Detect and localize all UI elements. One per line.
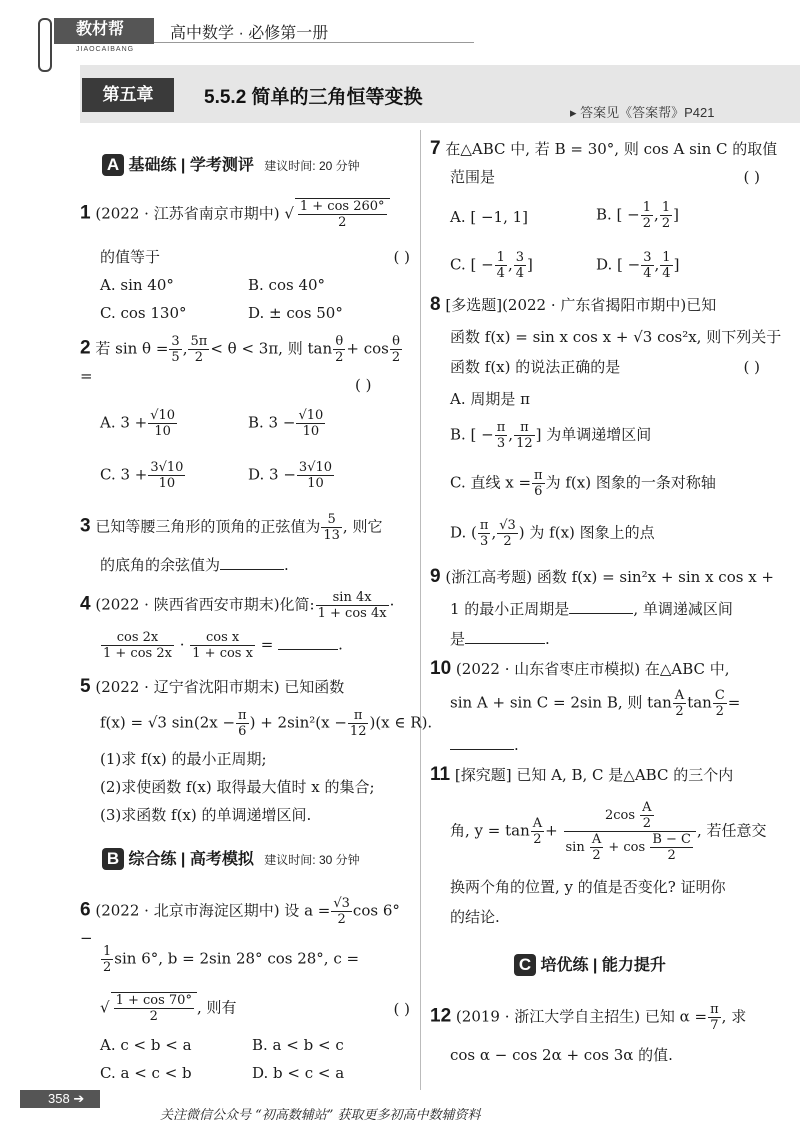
question-11-line4: 的结论. bbox=[450, 908, 500, 926]
page-number: 358 ➔ bbox=[20, 1090, 100, 1108]
footer-note: 关注微信公众号 “初高数辅站” 获取更多初高中数辅资料 bbox=[160, 1108, 481, 1123]
question-10-line2: sin A + sin C = 2sin B, 则 tan $\frac{A}{2}$ tan $\frac{C}{2}$ = bbox=[450, 688, 741, 719]
q8-option-c: C. 直线 x = $\frac{\pi}{6}$ 为 f(x) 图象的一条对称轴 bbox=[450, 468, 716, 499]
question-9: 9 (浙江高考题) 函数 f(x) = sin²x + sin x cos x + bbox=[430, 566, 774, 587]
question-11: 11 [探究题] 已知 A, B, C 是△ABC 的三个内 bbox=[430, 764, 734, 785]
section-title: 5.5.2 简单的三角恒等变换 bbox=[204, 87, 423, 108]
section-a-badge: A bbox=[102, 154, 124, 176]
section-a-heading: A 基础练 | 学考测评 建议时间: 20 分钟 bbox=[102, 152, 360, 176]
q2-option-a: A. 3 + $\frac{√10}{10}$ bbox=[100, 408, 176, 439]
header-rule bbox=[154, 42, 474, 43]
question-10-line3: . bbox=[450, 734, 519, 756]
question-12-line2: cos α − cos 2α + cos 3α 的值. bbox=[450, 1046, 673, 1064]
question-7: 7 在△ABC 中, 若 B = 30°, 则 cos A sin C 的取值 bbox=[430, 138, 778, 159]
question-1: 1 (2022 · 江苏省南京市期中) √ $\frac{1 + \cos 260^\circ}{2}$ bbox=[80, 198, 410, 230]
chapter-label: 第五章 bbox=[82, 78, 174, 112]
q2-option-d: D. 3 − $\frac{3√10}{10}$ bbox=[248, 460, 333, 491]
section-c-badge: C bbox=[514, 954, 536, 976]
brand-label: 教材帮 bbox=[54, 18, 154, 44]
question-9-line3: 是 . bbox=[450, 630, 550, 648]
header-bar bbox=[50, 18, 470, 53]
answer-reference: ▸ 答案见《答案帮》P421 bbox=[570, 105, 715, 120]
q7-option-a: A. [ −1, 1] bbox=[450, 208, 529, 226]
q8-option-a: A. 周期是 π bbox=[450, 390, 530, 408]
q1-option-a: A. sin 40° bbox=[100, 276, 174, 294]
q6-option-b: B. a < b < c bbox=[252, 1036, 344, 1054]
column-divider bbox=[420, 130, 421, 1090]
question-5-formula: f(x) = √3 sin(2x − $\frac{\pi}{6}$ ) + 2sin²(x − $\frac{\pi}{12}$ )(x ∈ R). bbox=[100, 708, 433, 739]
q5-sub-1: (1)求 f(x) 的最小正周期; bbox=[100, 750, 267, 768]
question-2: 2 若 sin θ = $\frac{3}{5}$ , $\frac{5\pi}{2}$ < θ < 3π, 则 tan $\frac{\theta}{2}$ + cos $\frac{\theta}{2}$ = bbox=[80, 334, 401, 385]
q2-option-b: B. 3 − $\frac{√10}{10}$ bbox=[248, 408, 324, 439]
brand-pinyin: JIAOCAIBANG bbox=[76, 46, 135, 53]
question-11-formula: 角, y = tan $\frac{A}{2}$ + 2cos $\frac{A}{2}$ sin $\frac{A}{2}$ + cos $\frac{B - C}{2}$ , 若任意交 bbox=[450, 800, 767, 863]
q3-answer-blank[interactable] bbox=[220, 569, 284, 570]
q9-interval-blank[interactable] bbox=[465, 643, 545, 644]
q8-option-b: B. [ − $\frac{\pi}{3}$ , $\frac{\pi}{12}$ ] 为单调递增区间 bbox=[450, 420, 652, 451]
question-6: 6 (2022 · 北京市海淀区期中) 设 a = $\frac{√3}{2}$ cos 6° − bbox=[80, 896, 400, 947]
q6-option-d: D. b < c < a bbox=[252, 1064, 345, 1082]
q1-option-d: D. ± cos 50° bbox=[248, 304, 343, 322]
q5-sub-3: (3)求函数 f(x) 的单调递增区间. bbox=[100, 806, 312, 824]
question-3: 3 已知等腰三角形的顶角的正弦值为 $\frac{5}{13}$ , 则它 bbox=[80, 512, 383, 543]
question-4: 4 (2022 · 陕西省西安市期末)化简: $\frac{\sin 4x}{1 + \cos 4x}$ · bbox=[80, 590, 395, 621]
question-11-line3: 换两个角的位置, y 的值是否变化? 证明你 bbox=[450, 878, 726, 896]
question-9-line2: 1 的最小正周期是 , 单调递减区间 bbox=[450, 600, 733, 618]
q9-period-blank[interactable] bbox=[569, 613, 633, 614]
question-6-line2: $\frac{1}{2}$ sin 6°, b = 2sin 28° cos 28°, c = bbox=[103, 944, 360, 975]
q1-option-b: B. cos 40° bbox=[248, 276, 326, 294]
question-3-line2: 的底角的余弦值为 . bbox=[100, 556, 289, 574]
question-6-line3: √ $\frac{1 + \cos 70^\circ}{2}$ , 则有 ( ) bbox=[100, 993, 410, 1024]
book-title: 高中数学 · 必修第一册 bbox=[170, 25, 329, 42]
question-10: 10 (2022 · 山东省枣庄市模拟) 在△ABC 中, bbox=[430, 658, 730, 679]
q5-sub-2: (2)求使函数 f(x) 取得最大值时 x 的集合; bbox=[100, 778, 375, 796]
q7-option-c: C. [ − $\frac{1}{4}$ , $\frac{3}{4}$ ] bbox=[450, 250, 533, 281]
question-8: 8 [多选题](2022 · 广东省揭阳市期中)已知 bbox=[430, 294, 717, 315]
q7-option-b: B. [ − $\frac{1}{2}$ , $\frac{1}{2}$ ] bbox=[596, 200, 679, 231]
question-7-line2: 范围是 ( ) bbox=[450, 168, 760, 186]
question-12: 12 (2019 · 浙江大学自主招生) 已知 α = $\frac{\pi}{7}$ , 求 bbox=[430, 1002, 747, 1033]
q4-answer-blank[interactable] bbox=[278, 649, 338, 650]
q6-option-c: C. a < c < b bbox=[100, 1064, 192, 1082]
q8-option-d: D. ( $\frac{\pi}{3}$ , $\frac{√3}{2}$ ) 为 f(x) 图象上的点 bbox=[450, 518, 655, 549]
bookmark-icon bbox=[38, 18, 52, 72]
question-8-line2: 函数 f(x) = sin x cos x + √3 cos²x, 则下列关于 bbox=[450, 328, 782, 346]
q1-option-c: C. cos 130° bbox=[100, 304, 187, 322]
question-1-stem: 的值等于 ( ) bbox=[100, 248, 410, 266]
section-b-badge: B bbox=[102, 848, 124, 870]
question-8-line3: 函数 f(x) 的说法正确的是 ( ) bbox=[450, 358, 760, 376]
question-4-line2: $\frac{\cos 2x}{1 + \cos 2x}$ · $\frac{\text{cos x}}{\text{1 + cos x}}$ = . bbox=[103, 630, 343, 661]
q2-paren: ( ) bbox=[355, 376, 372, 394]
q2-option-c: C. 3 + $\frac{3√10}{10}$ bbox=[100, 460, 184, 491]
question-5: 5 (2022 · 辽宁省沈阳市期末) 已知函数 bbox=[80, 676, 345, 697]
section-c-heading: C 培优练 | 能力提升 bbox=[514, 952, 666, 976]
q7-option-d: D. [ − $\frac{3}{4}$ , $\frac{1}{4}$ ] bbox=[596, 250, 680, 281]
section-b-heading: B 综合练 | 高考模拟 建议时间: 30 分钟 bbox=[102, 846, 360, 870]
q10-answer-blank[interactable] bbox=[450, 749, 514, 750]
q6-option-a: A. c < b < a bbox=[100, 1036, 192, 1054]
